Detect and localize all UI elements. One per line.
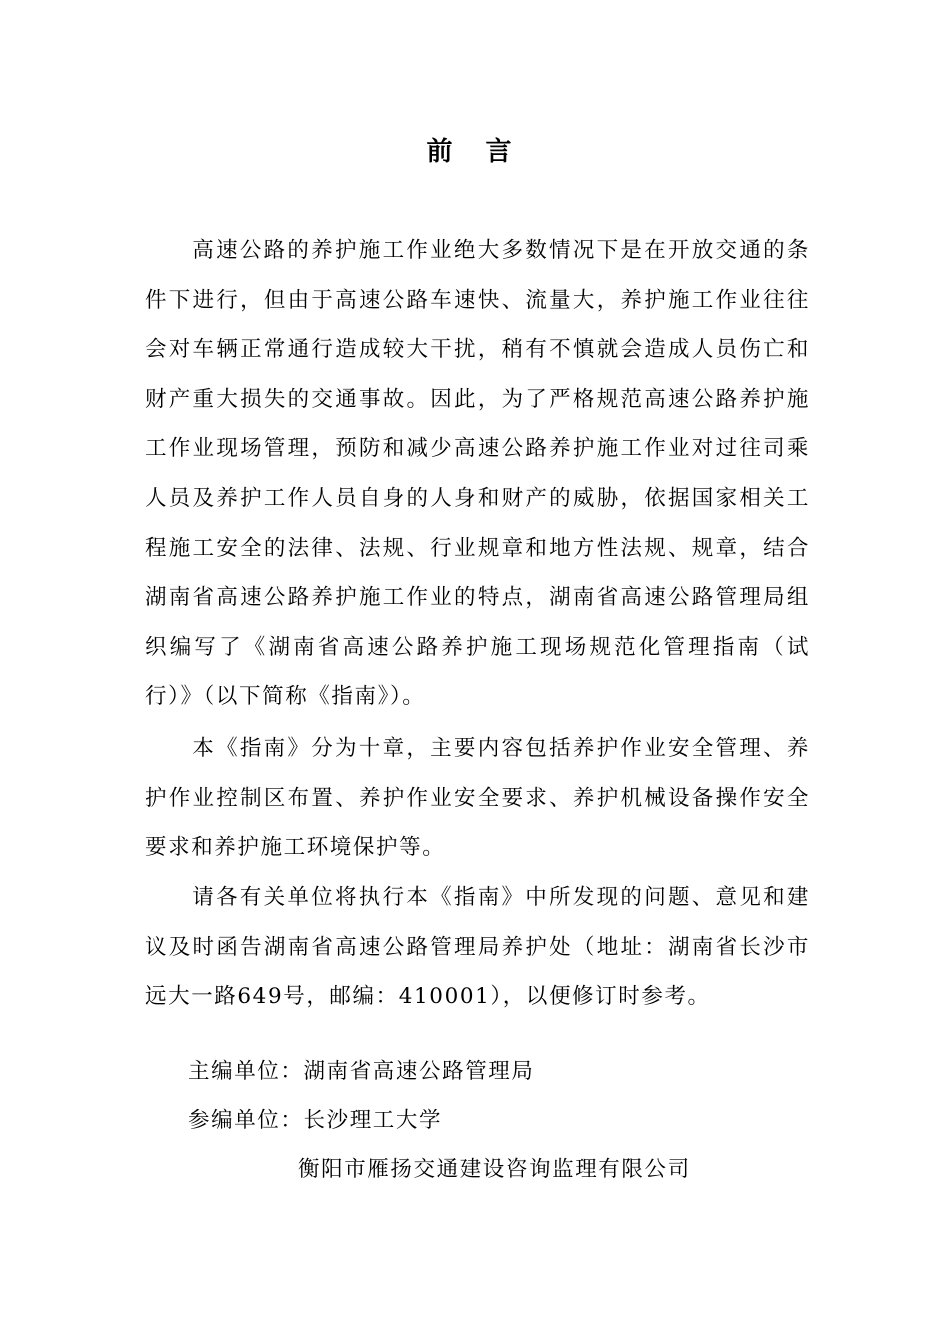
paragraph-feedback: 请各有关单位将执行本《指南》中所发现的问题、意见和建议及时函告湖南省高速公路管理局养护处（地址：湖南省长沙市远大一路649号，邮编：410001），以便修订时参考。 <box>145 885 810 1010</box>
paragraph-contents: 本《指南》分为十章，主要内容包括养护作业安全管理、养护作业控制区布置、养护作业安全要求、养护机械设备操作安全要求和养护施工环境保护等。 <box>145 736 810 861</box>
preface-contents <box>145 724 810 873</box>
page-title: 前 言 <box>426 137 524 167</box>
preface-feedback <box>145 873 810 1022</box>
preface-body <box>145 226 810 722</box>
chief-editor-unit: 主编单位：湖南省高速公路管理局 <box>188 1059 535 1084</box>
co-editor-unit: 参编单位：长沙理工大学 <box>188 1108 443 1133</box>
co-editor-unit-2: 衡阳市雁扬交通建设咨询监理有限公司 <box>298 1157 691 1182</box>
paragraph-purpose: 高速公路的养护施工作业绝大多数情况下是在开放交通的条件下进行，但由于高速公路车速快、流量大，养护施工作业往往会对车辆正常通行造成较大干扰，稍有不慎就会造成人员伤亡和财产重大损失的交通事故。因此，为了严格规范高速公路养护施工作业现场管理，预防和减少高速公路养护施工作业对过往司乘人员及养护工作人员自身的人身和财产的威胁，依据国家相关工程施工安全的法律、法规、行业规章和地方性法规、规章，结合湖南省高速公路养护施工作业的特点，湖南省高速公路管理局组织编写了《湖南省高速公路养护施工现场规范化管理指南（试行）》（以下简称《指南》）。 <box>145 238 810 710</box>
